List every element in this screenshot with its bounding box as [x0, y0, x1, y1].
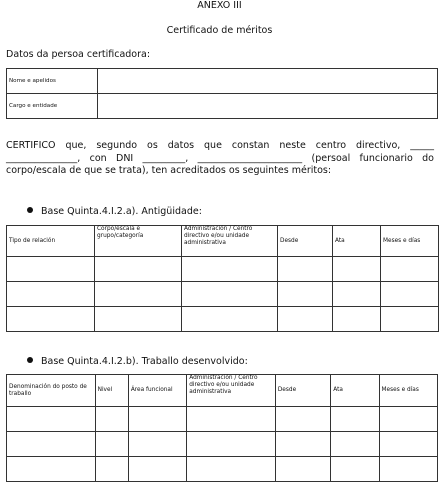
- header-cell: Corpo/escala e grupo/categoría: [95, 226, 182, 257]
- table-cell[interactable]: [275, 432, 330, 457]
- table-cell[interactable]: [331, 407, 379, 432]
- seniority-table: [6, 225, 439, 332]
- table-cell[interactable]: [278, 257, 333, 282]
- table-row: [7, 257, 439, 282]
- table-cell[interactable]: [182, 282, 278, 307]
- certifier-table: [6, 68, 438, 119]
- table-cell[interactable]: [182, 307, 278, 332]
- header-cell: Administración / Centro directivo e/ou unidade administrativa: [182, 226, 278, 257]
- table-cell[interactable]: [95, 282, 182, 307]
- table-cell[interactable]: [128, 432, 186, 457]
- header-cell: Denominación do posto de traballo: [7, 375, 96, 407]
- table-cell[interactable]: [381, 257, 439, 282]
- table-cell[interactable]: [331, 432, 379, 457]
- header-cell: Ata: [333, 226, 381, 257]
- certifier-row-name: [7, 69, 438, 94]
- header-cell: Desde: [275, 375, 330, 407]
- certifier-heading: Datos da persoa certificadora:: [6, 49, 151, 60]
- work-table: [6, 374, 438, 482]
- table-cell[interactable]: [187, 432, 276, 457]
- table-cell[interactable]: [95, 307, 182, 332]
- table-row: [7, 457, 438, 482]
- table-cell[interactable]: [379, 432, 437, 457]
- header-cell: Meses e días: [381, 226, 439, 257]
- table-cell[interactable]: [331, 457, 379, 482]
- table-cell[interactable]: [7, 282, 95, 307]
- table-cell[interactable]: [7, 257, 95, 282]
- table-row: [7, 307, 439, 332]
- table-cell[interactable]: [278, 307, 333, 332]
- name-field[interactable]: [98, 69, 438, 94]
- table-cell[interactable]: [275, 407, 330, 432]
- table-cell[interactable]: [275, 457, 330, 482]
- table-cell[interactable]: [187, 407, 276, 432]
- document-title: Certificado de méritos: [166, 25, 273, 36]
- table-cell[interactable]: [7, 457, 96, 482]
- table-cell[interactable]: [95, 432, 128, 457]
- table-row: [7, 407, 438, 432]
- table-cell[interactable]: [7, 432, 96, 457]
- table-cell[interactable]: [95, 407, 128, 432]
- section-b-title: Base Quinta.4.I.2.b). Traballo desenvolvido:: [41, 356, 248, 367]
- table-cell[interactable]: [333, 282, 381, 307]
- header-cell: Administración / Centro directivo e/ou unidade administrativa: [187, 375, 276, 407]
- bullet-icon: [27, 357, 33, 363]
- annex-label: ANEXO III: [197, 0, 242, 11]
- header-cell: Área funcional: [128, 375, 186, 407]
- table-cell[interactable]: [381, 307, 439, 332]
- section-b-heading: [27, 356, 248, 367]
- table-cell[interactable]: [128, 457, 186, 482]
- table-cell[interactable]: [7, 407, 96, 432]
- bullet-icon: [27, 207, 33, 213]
- position-field[interactable]: [98, 94, 438, 119]
- table-cell[interactable]: [381, 282, 439, 307]
- table-cell[interactable]: [379, 407, 437, 432]
- certifier-row-position: [7, 94, 438, 119]
- seniority-header-row: [7, 226, 439, 257]
- header-cell: Ata: [331, 375, 379, 407]
- table-cell[interactable]: [187, 457, 276, 482]
- table-cell[interactable]: [333, 307, 381, 332]
- table-cell[interactable]: [182, 257, 278, 282]
- position-label: Cargo e entidade: [7, 94, 98, 119]
- section-a-heading: [27, 206, 202, 217]
- table-cell[interactable]: [7, 307, 95, 332]
- header-cell: Nivel: [95, 375, 128, 407]
- work-header-row: [7, 375, 438, 407]
- section-a-title: Base Quinta.4.I.2.a). Antigüidade:: [41, 206, 202, 217]
- table-cell[interactable]: [379, 457, 437, 482]
- certification-statement: CERTIFICO que, segundo os datos que constan neste centro directivo, _____ _______________, con DNI _________, ______________________ (persoal funcionario do corpo/escala de que se trata), ten acreditados os seguintes méritos:: [6, 140, 434, 176]
- header-cell: Desde: [278, 226, 333, 257]
- table-cell[interactable]: [95, 257, 182, 282]
- table-cell[interactable]: [95, 457, 128, 482]
- table-row: [7, 432, 438, 457]
- table-cell[interactable]: [278, 282, 333, 307]
- table-cell[interactable]: [333, 257, 381, 282]
- header-cell: Tipo de relación: [7, 226, 95, 257]
- name-label: Nome e apelidos: [7, 69, 98, 94]
- table-cell[interactable]: [128, 407, 186, 432]
- table-row: [7, 282, 439, 307]
- header-cell: Meses e días: [379, 375, 437, 407]
